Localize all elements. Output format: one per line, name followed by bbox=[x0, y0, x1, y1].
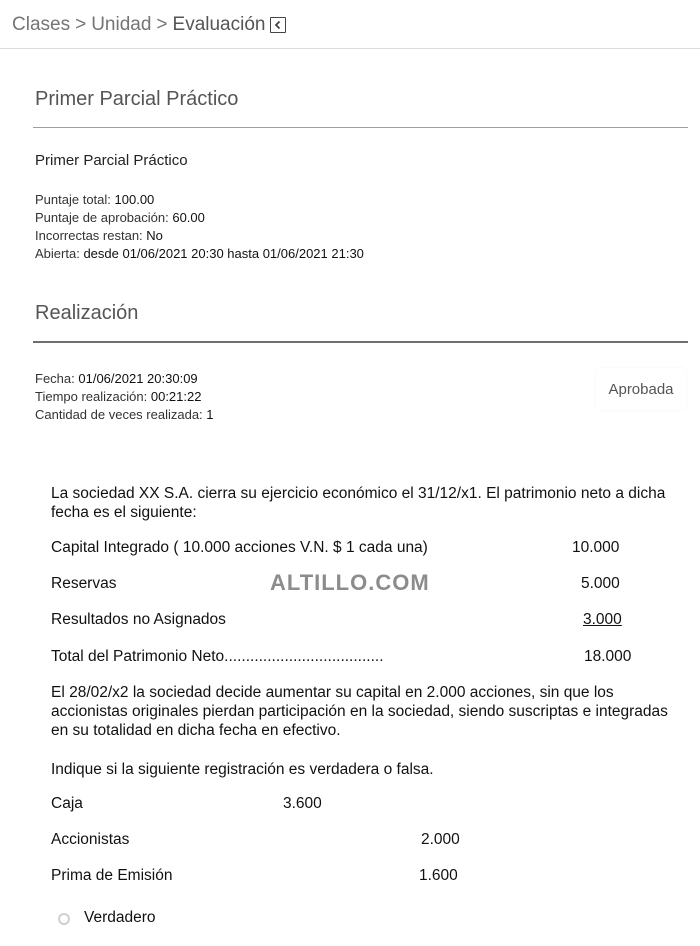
equity-row-label: Resultados no Asignados bbox=[51, 611, 226, 628]
detail-label: Fecha: bbox=[35, 371, 75, 386]
detail-fecha bbox=[35, 370, 214, 388]
detail-value: desde 01/06/2021 20:30 hasta 01/06/2021 21:30 bbox=[83, 246, 364, 261]
exam-title-divider bbox=[33, 127, 688, 128]
entry-row bbox=[51, 867, 681, 887]
equity-row-amount: 10.000 bbox=[572, 539, 620, 556]
equity-row bbox=[51, 539, 681, 559]
detail-puntaje-aprobacion bbox=[35, 209, 364, 227]
detail-value: 60.00 bbox=[172, 210, 205, 225]
equity-row-label: Total del Patrimonio Neto..................................... bbox=[51, 648, 384, 665]
equity-row-label: Reservas bbox=[51, 575, 117, 592]
detail-label: Abierta: bbox=[35, 246, 80, 261]
detail-label: Cantidad de veces realizada: bbox=[35, 407, 203, 422]
detail-value: 1 bbox=[206, 407, 214, 422]
breadcrumb-unidad-link[interactable]: Unidad bbox=[91, 14, 152, 35]
equity-row-amount: 18.000 bbox=[584, 648, 632, 665]
detail-tiempo-realizacion bbox=[35, 388, 214, 406]
detail-incorrectas-restan bbox=[35, 227, 364, 245]
header-divider bbox=[0, 48, 700, 49]
entry-row-amount: 3.600 bbox=[283, 795, 322, 812]
attempt-details bbox=[35, 370, 214, 424]
equity-row-amount: 3.000 bbox=[583, 611, 622, 628]
question-statement: El 28/02/x2 la sociedad decide aumentar su capital en 2.000 acciones, sin que los accionistas originales pierdan participación en la sociedad, siendo suscriptas e integradas en su totalidad en dicha fecha en efectivo. bbox=[51, 684, 668, 739]
breadcrumb-separator: > bbox=[75, 14, 87, 35]
detail-value: 100.00 bbox=[114, 192, 155, 207]
status-badge: Aprobada bbox=[596, 368, 686, 410]
question-prompt: Indique si la siguiente registración es verdadera o falsa. bbox=[51, 761, 434, 778]
watermark: ALTILLO.COM bbox=[270, 570, 430, 595]
breadcrumb-separator: > bbox=[156, 14, 168, 35]
detail-value: 00:21:22 bbox=[150, 389, 202, 404]
exam-name: Primer Parcial Práctico bbox=[35, 152, 188, 169]
detail-value: 01/06/2021 20:30:09 bbox=[78, 371, 198, 386]
equity-row-amount: 5.000 bbox=[581, 575, 620, 592]
equity-row bbox=[51, 611, 681, 631]
entry-row-label: Caja bbox=[51, 795, 83, 812]
entry-row bbox=[51, 795, 681, 815]
detail-cantidad-veces bbox=[35, 406, 214, 424]
detail-label: Puntaje total: bbox=[35, 192, 111, 207]
radio-button[interactable] bbox=[58, 913, 70, 925]
exam-header-title: Primer Parcial Práctico bbox=[35, 88, 239, 110]
entry-row bbox=[51, 831, 681, 851]
option-verdadero[interactable] bbox=[58, 909, 156, 927]
breadcrumb-current: Evaluación bbox=[172, 14, 266, 35]
question-intro: La sociedad XX S.A. cierra su ejercicio económico el 31/12/x1. El patrimonio neto a dicha fecha es el siguiente: bbox=[51, 485, 666, 521]
entry-row-amount: 2.000 bbox=[421, 831, 460, 848]
equity-row-label: Capital Integrado ( 10.000 acciones V.N. $ 1 cada una) bbox=[51, 539, 428, 556]
detail-label: Tiempo realización: bbox=[35, 389, 148, 404]
detail-abierta bbox=[35, 245, 364, 263]
detail-puntaje-total bbox=[35, 191, 364, 209]
attempt-title-divider bbox=[33, 341, 688, 343]
entry-row-amount: 1.600 bbox=[419, 867, 458, 884]
breadcrumb bbox=[12, 14, 286, 36]
entry-row-label: Prima de Emisión bbox=[51, 867, 173, 884]
detail-value: No bbox=[146, 228, 163, 243]
breadcrumb-clases-link[interactable]: Clases bbox=[12, 14, 71, 35]
detail-label: Incorrectas restan: bbox=[35, 228, 143, 243]
chevron-left-square-icon bbox=[273, 20, 283, 30]
detail-label: Puntaje de aprobación: bbox=[35, 210, 169, 225]
back-button[interactable] bbox=[270, 17, 286, 33]
attempt-section-title: Realización bbox=[35, 302, 139, 324]
option-label: Verdadero bbox=[84, 909, 156, 926]
entry-row-label: Accionistas bbox=[51, 831, 130, 848]
exam-details bbox=[35, 191, 364, 263]
equity-row-total bbox=[51, 648, 681, 668]
